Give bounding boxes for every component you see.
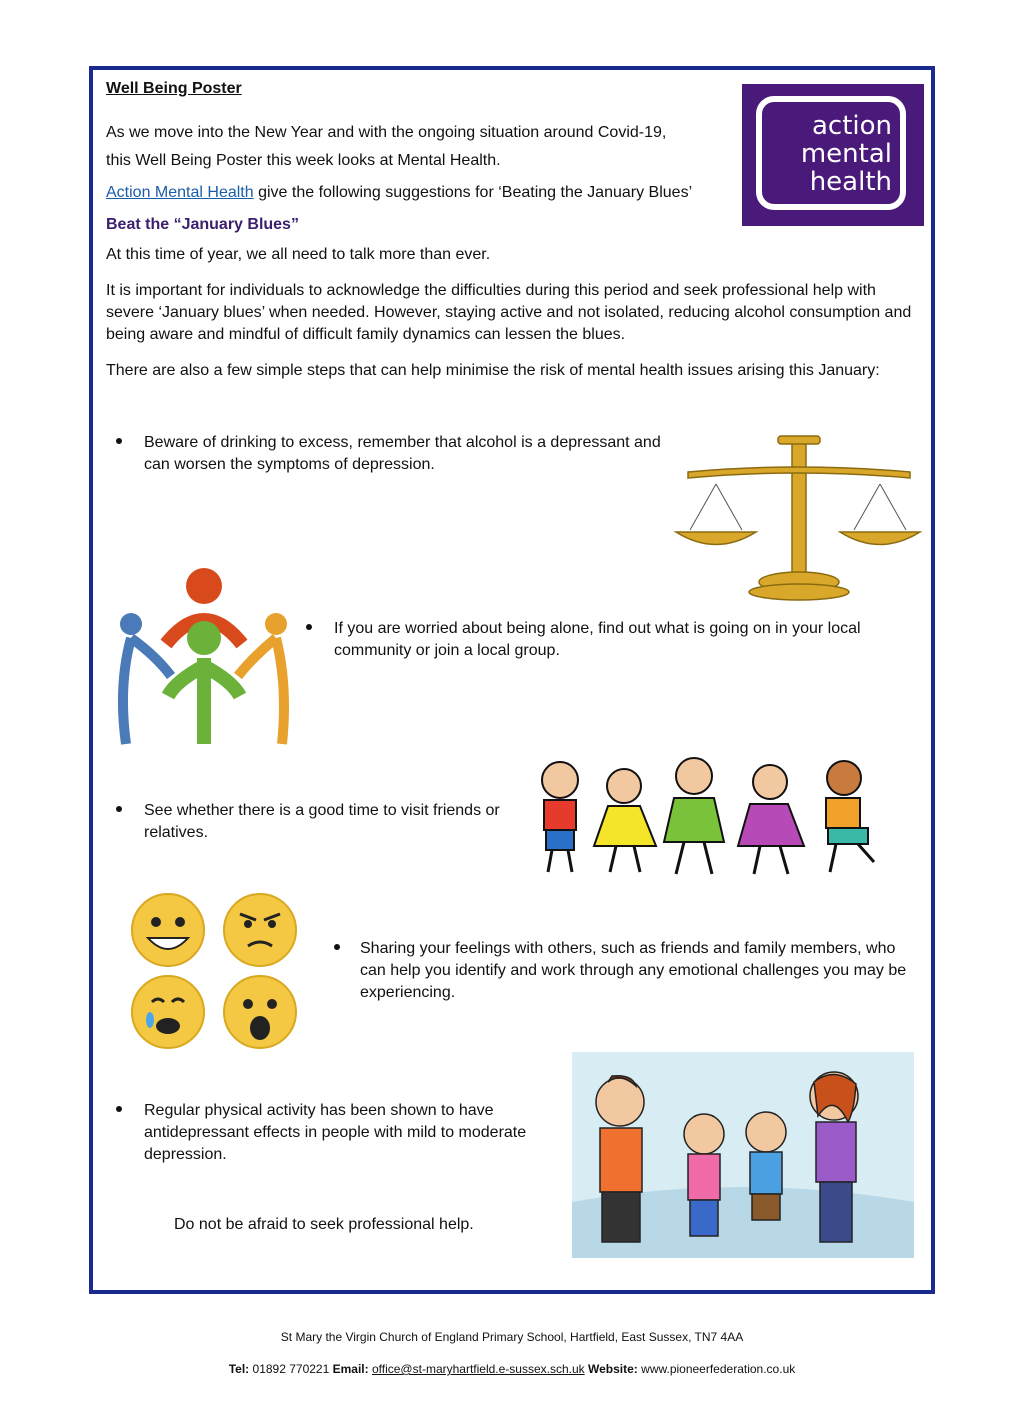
action-mental-health-logo [742, 84, 924, 226]
bullet-dot [116, 806, 122, 812]
footer-contact [0, 1362, 1024, 1376]
footer-address: St Mary the Virgin Church of England Primary School, Hartfield, East Sussex, TN7 4AA [280, 1330, 744, 1344]
bullet-dot [306, 624, 312, 630]
logo-line-3: health [809, 167, 892, 197]
bullet-alone: If you are worried about being alone, find out what is going on in your local community or join a local group. [334, 620, 861, 659]
scales-image [668, 432, 930, 602]
action-mental-health-link[interactable]: Action Mental Health [106, 184, 254, 201]
paragraph-3: There are also a few simple steps that can help minimise the risk of mental health issues arising this January: [106, 362, 880, 379]
intro-line-2: this Well Being Poster this week looks at Mental Health. [106, 152, 501, 169]
dancing-children-image [524, 742, 900, 880]
email-link[interactable]: office@st-maryhartfield.e-sussex.sch.uk [371, 1362, 585, 1376]
website-label: Website: [588, 1362, 638, 1376]
bullet-physical-activity: Regular physical activity has been shown to have antidepressant effects in people with mild to moderate depression. [144, 1102, 527, 1163]
bullet-visit-friends: See whether there is a good time to visit friends or relatives. [144, 802, 500, 841]
poster-title: Well Being Poster [106, 80, 242, 97]
tel-label: Tel: [228, 1362, 250, 1376]
amh-sentence [106, 182, 692, 204]
bullet-alcohol: Beware of drinking to excess, remember that alcohol is a depressant and can worsen the symptoms of depression. [144, 434, 661, 473]
logo-line-2: mental [800, 139, 892, 169]
logo-line-1: action [811, 111, 892, 141]
paragraph-1: At this time of year, we all need to talk more than ever. [106, 246, 491, 263]
bullet-dot [334, 944, 340, 950]
bullet-dot [116, 438, 122, 444]
bullet-dot [116, 1106, 122, 1112]
tel-number: 01892 770221 [249, 1362, 333, 1376]
website-url[interactable]: www.pioneerfederation.co.uk [637, 1362, 796, 1376]
email-label: Email: [332, 1362, 369, 1376]
emotion-faces-image [128, 892, 304, 1052]
bullet-sharing-feelings: Sharing your feelings with others, such as friends and family members, who can help you identify and work through any emotional challenges you may be experiencing. [360, 940, 907, 1001]
closing-line: Do not be afraid to seek professional help. [174, 1216, 474, 1233]
paragraph-2: It is important for individuals to acknowledge the difficulties during this period and seek professional help with severe ‘January blues’ when needed. However, staying active and not isolated, reducing alcohol consumption and being aware and mindful of difficult family dynamics can lessen the blues. [106, 282, 912, 343]
subheading: Beat the “January Blues” [106, 216, 299, 233]
family-exercise-image [572, 1052, 914, 1258]
logo-frame [756, 96, 906, 210]
community-people-image [116, 566, 292, 748]
intro-line-1: As we move into the New Year and with the ongoing situation around Covid-19, [106, 124, 667, 141]
amh-sentence-rest: give the following suggestions for ‘Beating the January Blues’ [253, 184, 693, 201]
